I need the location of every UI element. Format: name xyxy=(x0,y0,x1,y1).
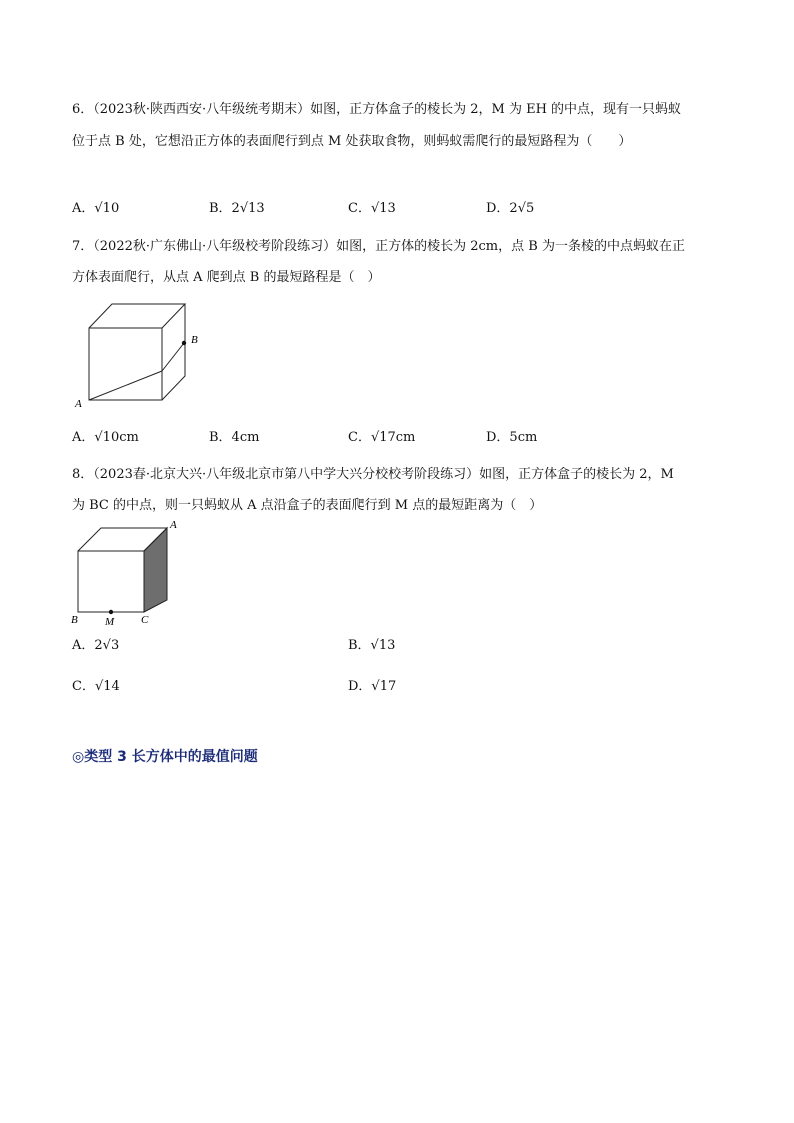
section-heading: ◎类型 3 长方体中的最值问题 xyxy=(72,749,258,765)
q7-cube-side-face xyxy=(162,304,185,400)
q7-point-b xyxy=(182,341,186,345)
q6-option-c: C．√13 xyxy=(348,201,396,216)
q8-point-m xyxy=(109,610,113,614)
q7-stem-line2: 方体表面爬行，从点 A 爬到点 B 的最短路程是（ ） xyxy=(72,270,381,285)
q7-cube-figure xyxy=(72,296,212,412)
q6-option-a: A．√10 xyxy=(72,201,120,216)
q6-option-d: D．2√5 xyxy=(486,201,535,216)
q8-label-b: B xyxy=(71,614,78,626)
q8-cube-figure xyxy=(68,516,188,628)
q7-option-d: D．5cm xyxy=(486,430,538,445)
q7-path-segment xyxy=(89,371,162,400)
q8-stem-line2: 为 BC 的中点，则一只蚂蚁从 A 点沿盒子的表面爬行到 M 点的最短距离为（ ） xyxy=(72,498,543,513)
q7-label-b: B xyxy=(191,334,198,346)
q7-label-a: A xyxy=(75,398,82,410)
q8-option-d: D．√17 xyxy=(348,679,397,694)
q8-stem-line1: 8．（2023春·北京大兴·八年级北京市第八中学大兴分校校考阶段练习）如图，正方体盒子的棱长为 2，M xyxy=(72,467,674,482)
q8-cube-front-face xyxy=(78,551,144,612)
q7-stem-line1: 7．（2022秋·广东佛山·八年级校考阶段练习）如图，正方体的棱长为 2cm，点 B 为一条棱的中点蚂蚁在正 xyxy=(72,239,685,254)
q8-label-a: A xyxy=(170,519,177,531)
q8-option-c: C．√14 xyxy=(72,679,120,694)
q7-option-c: C．√17cm xyxy=(348,430,416,445)
q8-option-a: A．2√3 xyxy=(72,638,120,653)
q6-stem-line2: 位于点 B 处，它想沿正方体的表面爬行到点 M 处获取食物，则蚂蚁需爬行的最短路程为（ ） xyxy=(72,134,632,149)
q6-stem-line1: 6．（2023秋·陕西西安·八年级统考期末）如图，正方体盒子的棱长为 2，M 为 EH 的中点，现有一只蚂蚁 xyxy=(72,102,682,117)
q8-cube-shaded-side xyxy=(144,528,167,612)
q7-option-b: B．4cm xyxy=(209,430,260,445)
q6-option-b: B．2√13 xyxy=(209,201,265,216)
q8-label-m: M xyxy=(105,616,115,628)
q8-option-b: B．√13 xyxy=(348,638,396,653)
q7-cube-top-face xyxy=(89,304,185,328)
q7-cube-front-face xyxy=(89,328,162,400)
q7-option-a: A．√10cm xyxy=(72,430,139,445)
q8-label-c: C xyxy=(141,614,149,626)
q7-path-segment-side xyxy=(162,343,184,371)
